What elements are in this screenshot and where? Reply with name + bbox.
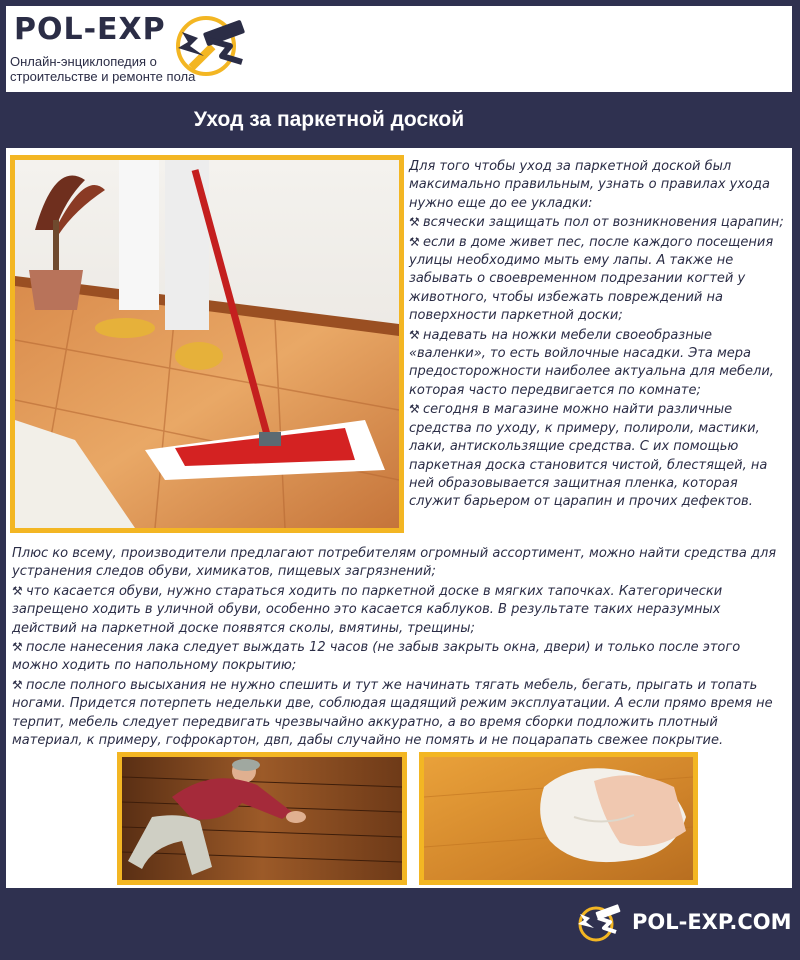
care-rules-text: [409, 158, 786, 512]
hammer-lightning-icon[interactable]: [168, 12, 254, 76]
footer-hammer-lightning-icon[interactable]: [574, 902, 624, 942]
tools-icon: ⚒: [409, 327, 420, 342]
list-item: ⚒ после полного высыхания не нужно спешить и тут же начинать тягать мебель, бегать, прыгать и топать ногами. Придется потерпеть недельки две, соблюдая щадящий режим эксплуатации. А если прямо время не терпит, мебель следует передвигать чрезвычайно аккуратно, а во время сборки подложить плотный материал, к примеру, гофрокартон, двп, дабы случайно не помять и не поцарапать свежее покрытие.: [12, 677, 773, 749]
additional-rules-text: [12, 545, 788, 750]
hand-cleaning-photo: [419, 752, 698, 885]
article: [6, 148, 792, 888]
tools-icon: ⚒: [12, 677, 23, 692]
worker-on-floor-photo: [117, 752, 407, 885]
tools-icon: ⚒: [12, 583, 23, 598]
tools-icon: ⚒: [409, 234, 420, 249]
list-item: ⚒ что касается обуви, нужно стараться ходить по паркетной доске в мягких тапочках. Категорически запрещено ходить в уличной обуви, особенно это касается каблуков. В результате таких неразумных действий на паркетной доске появятся сколы, вмятины, трещины;: [12, 583, 723, 636]
intro-paragraph: Для того чтобы уход за паркетной доской был максимально правильным, узнать о правилах ухода нужно еще до ее укладки:: [409, 159, 770, 211]
title-bar: [6, 93, 652, 147]
brand-tagline: Онлайн-энциклопедия о строительстве и ремонте пола: [10, 54, 196, 84]
intro-paragraph: Плюс ко всему, производители предлагают потребителям огромный ассортимент, можно найти средства для устранения следов обуви, химикатов, пищевых загрязнений;: [12, 546, 777, 580]
site-header: [6, 6, 792, 92]
tools-icon: ⚒: [409, 215, 420, 230]
mopping-floor-photo: [10, 155, 404, 533]
page-title: Уход за паркетной доской: [193, 108, 465, 131]
list-item: ⚒ если в доме живет пес, после каждого посещения улицы необходимо мыть ему лапы. А также не забывать о своевременном подрезании когтей у животного, чтобы избежать повреждений на поверхности паркетной доски;: [409, 234, 774, 324]
brand-name[interactable]: POL-EXP: [14, 12, 166, 47]
tools-icon: ⚒: [12, 640, 23, 655]
list-item: ⚒ всячески защищать пол от возникновения царапин;: [409, 215, 784, 231]
list-item: ⚒ сегодня в магазине можно найти различные средства по уходу, к примеру, полироли, мастики, лаки, антискользящие средства. С их помощью паркетная доска становится чистой, блестящей, на ней образовывается защитная пленка, которая служит барьером от царапин и прочих дефектов.: [409, 402, 768, 510]
list-item: ⚒ после нанесения лака следует выждать 12 часов (не забыв закрыть окна, двери) и только после этого можно ходить по напольному покрытию;: [12, 640, 741, 674]
footer-site-link[interactable]: POL-EXP.COM: [632, 910, 792, 934]
tools-icon: ⚒: [409, 402, 420, 417]
list-item: ⚒ надевать на ножки мебели своеобразные «валенки», то есть войлочные насадки. Эта мера предосторожности наиболее актуальна для мебели, которая часто передвигается по комнате;: [409, 327, 774, 398]
